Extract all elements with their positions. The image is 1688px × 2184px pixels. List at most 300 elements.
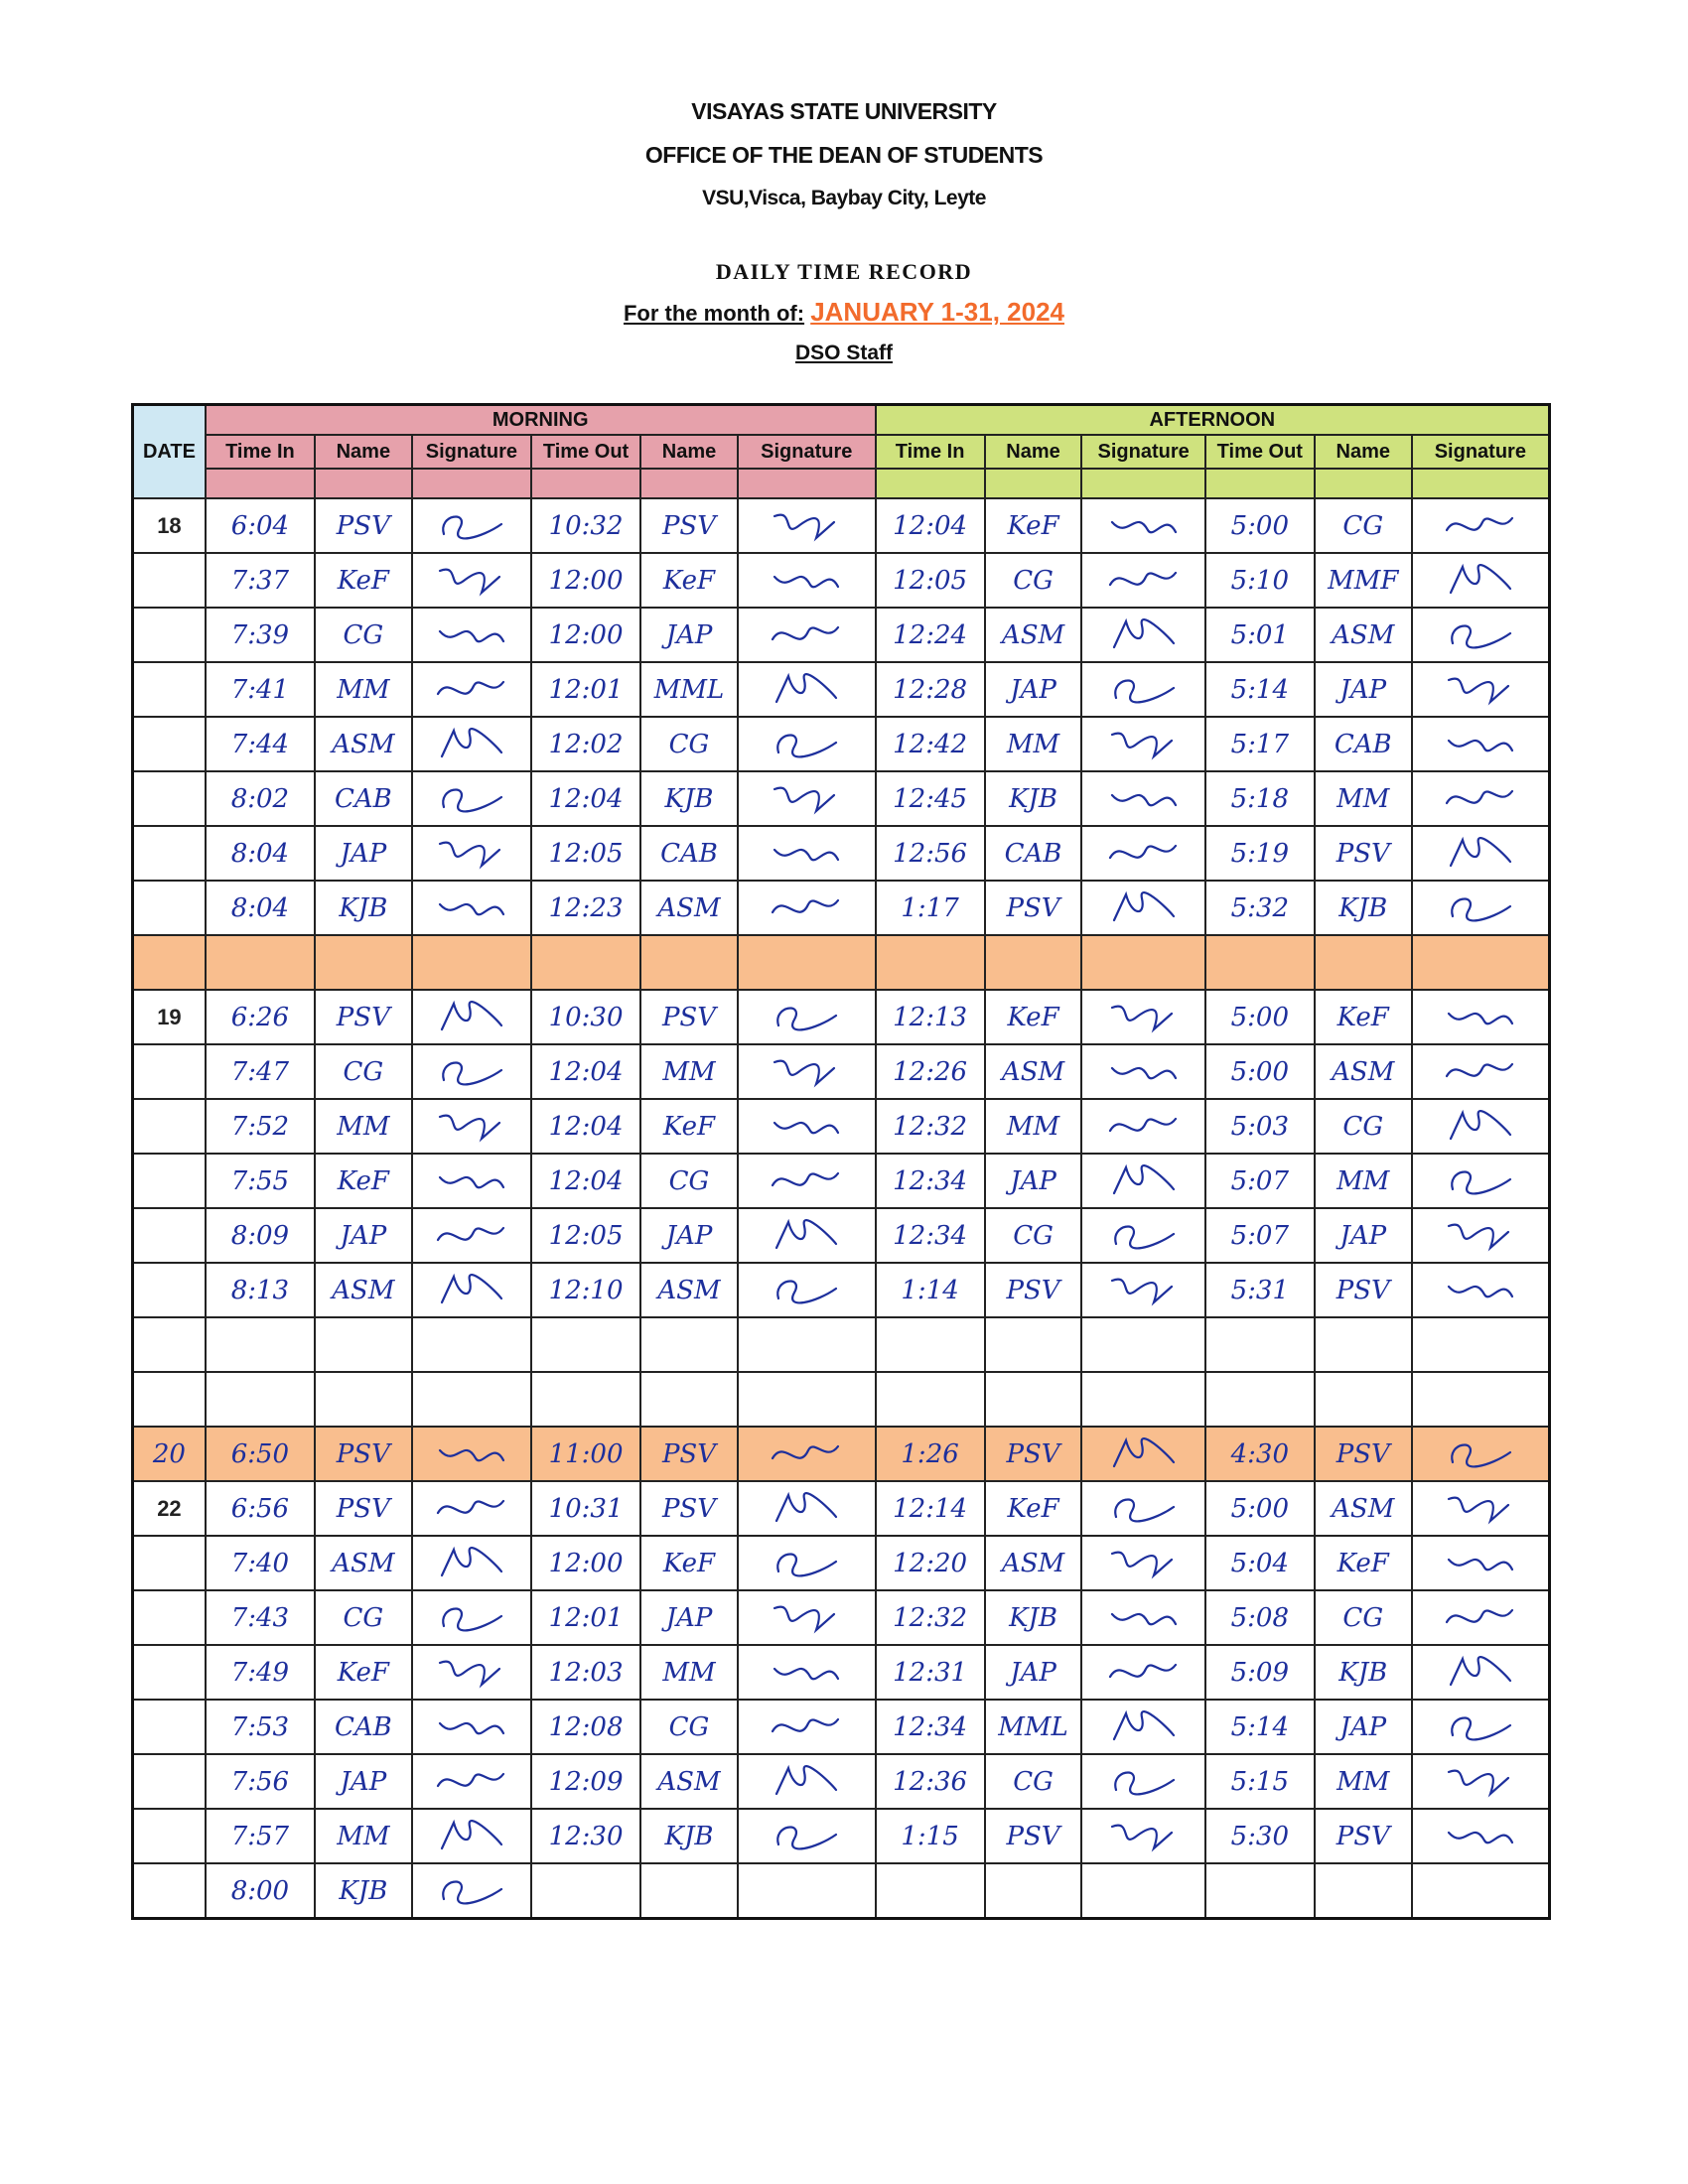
name-cell: KeF bbox=[315, 1645, 412, 1700]
signature-cell bbox=[412, 1208, 531, 1263]
signature-cell bbox=[738, 553, 876, 608]
date-cell bbox=[133, 1099, 206, 1154]
time-cell: 7:49 bbox=[206, 1645, 315, 1700]
time-cell: 5:01 bbox=[1205, 608, 1315, 662]
signature-cell bbox=[1081, 1372, 1204, 1427]
name-cell: PSV bbox=[1315, 1427, 1412, 1481]
name-cell: PSV bbox=[985, 1427, 1082, 1481]
table-row bbox=[133, 1372, 1550, 1427]
time-cell: 5:32 bbox=[1205, 881, 1315, 935]
column-header-blank bbox=[531, 469, 640, 498]
signature-cell bbox=[412, 1154, 531, 1208]
signature-cell bbox=[412, 881, 531, 935]
name-cell: ASM bbox=[985, 1536, 1082, 1590]
name-cell: ASM bbox=[640, 1263, 738, 1317]
name-cell bbox=[985, 1317, 1082, 1372]
table-row bbox=[133, 1263, 1550, 1317]
month-label: For the month of: bbox=[623, 301, 805, 326]
time-cell bbox=[1205, 1863, 1315, 1919]
time-cell: 12:00 bbox=[531, 553, 640, 608]
name-cell bbox=[1315, 1863, 1412, 1919]
date-cell bbox=[133, 1372, 206, 1427]
signature-cell bbox=[412, 608, 531, 662]
column-header: Name bbox=[640, 435, 738, 469]
office-name: OFFICE OF THE DEAN OF STUDENTS bbox=[644, 142, 1044, 168]
time-cell: 12:10 bbox=[531, 1263, 640, 1317]
signature-cell bbox=[1081, 1044, 1204, 1099]
name-cell: KeF bbox=[315, 1154, 412, 1208]
time-cell: 12:00 bbox=[531, 608, 640, 662]
separator-cell bbox=[133, 935, 206, 990]
name-cell: KJB bbox=[315, 881, 412, 935]
time-cell: 12:04 bbox=[876, 498, 985, 553]
table-row bbox=[133, 662, 1550, 717]
university-name: VISAYAS STATE UNIVERSITY bbox=[691, 98, 997, 124]
name-cell: KeF bbox=[985, 990, 1082, 1044]
table-row bbox=[133, 1481, 1550, 1536]
date-cell bbox=[133, 553, 206, 608]
name-cell: MML bbox=[985, 1700, 1082, 1754]
separator-cell bbox=[1412, 935, 1550, 990]
signature-cell bbox=[738, 1809, 876, 1863]
name-cell bbox=[640, 1317, 738, 1372]
date-cell bbox=[133, 771, 206, 826]
time-cell: 12:34 bbox=[876, 1208, 985, 1263]
time-cell: 5:18 bbox=[1205, 771, 1315, 826]
time-cell: 5:19 bbox=[1205, 826, 1315, 881]
separator-cell bbox=[206, 935, 315, 990]
time-cell: 5:30 bbox=[1205, 1809, 1315, 1863]
time-cell: 10:31 bbox=[531, 1481, 640, 1536]
date-cell: 20 bbox=[133, 1427, 206, 1481]
table-row bbox=[133, 1154, 1550, 1208]
signature-cell bbox=[412, 1863, 531, 1919]
time-cell: 5:03 bbox=[1205, 1099, 1315, 1154]
date-cell bbox=[133, 1645, 206, 1700]
column-header: Signature bbox=[1412, 435, 1550, 469]
signature-cell bbox=[1081, 1700, 1204, 1754]
time-cell: 5:10 bbox=[1205, 553, 1315, 608]
signature-cell bbox=[738, 771, 876, 826]
signature-cell bbox=[738, 1590, 876, 1645]
name-cell: JAP bbox=[315, 1208, 412, 1263]
signature-cell bbox=[1412, 1809, 1550, 1863]
signature-cell bbox=[1412, 1700, 1550, 1754]
name-cell: MM bbox=[985, 717, 1082, 771]
document-header bbox=[0, 89, 1688, 373]
time-cell: 7:41 bbox=[206, 662, 315, 717]
time-record-table bbox=[131, 403, 1551, 1920]
signature-cell bbox=[1081, 1208, 1204, 1263]
name-cell: CG bbox=[640, 717, 738, 771]
name-cell: CG bbox=[985, 1208, 1082, 1263]
date-cell bbox=[133, 1700, 206, 1754]
name-cell: KeF bbox=[985, 1481, 1082, 1536]
signature-cell bbox=[1412, 826, 1550, 881]
signature-cell bbox=[1081, 662, 1204, 717]
table-row bbox=[133, 1700, 1550, 1754]
name-cell: ASM bbox=[640, 1754, 738, 1809]
column-header-blank bbox=[1412, 469, 1550, 498]
column-header-blank bbox=[985, 469, 1082, 498]
date-cell: 22 bbox=[133, 1481, 206, 1536]
name-cell: PSV bbox=[985, 881, 1082, 935]
time-cell: 12:08 bbox=[531, 1700, 640, 1754]
time-cell: 6:04 bbox=[206, 498, 315, 553]
column-header: Time Out bbox=[531, 435, 640, 469]
time-cell: 12:04 bbox=[531, 1099, 640, 1154]
table-row bbox=[133, 1536, 1550, 1590]
date-cell bbox=[133, 1263, 206, 1317]
signature-cell bbox=[412, 1645, 531, 1700]
name-cell: PSV bbox=[640, 498, 738, 553]
signature-cell bbox=[1081, 771, 1204, 826]
time-cell: 12:23 bbox=[531, 881, 640, 935]
time-cell: 1:14 bbox=[876, 1263, 985, 1317]
time-cell: 12:45 bbox=[876, 771, 985, 826]
time-cell: 12:28 bbox=[876, 662, 985, 717]
time-cell: 8:04 bbox=[206, 881, 315, 935]
time-cell: 12:05 bbox=[876, 553, 985, 608]
signature-cell bbox=[738, 498, 876, 553]
date-cell: 19 bbox=[133, 990, 206, 1044]
signature-cell bbox=[1412, 1263, 1550, 1317]
time-cell bbox=[876, 1372, 985, 1427]
time-cell: 1:26 bbox=[876, 1427, 985, 1481]
column-header-row bbox=[133, 435, 1550, 469]
date-cell bbox=[133, 1536, 206, 1590]
signature-cell bbox=[1081, 1481, 1204, 1536]
time-cell: 12:32 bbox=[876, 1590, 985, 1645]
name-cell: PSV bbox=[1315, 1263, 1412, 1317]
signature-cell bbox=[738, 826, 876, 881]
date-cell bbox=[133, 1754, 206, 1809]
time-cell: 7:39 bbox=[206, 608, 315, 662]
signature-cell bbox=[1412, 498, 1550, 553]
name-cell: ASM bbox=[315, 1536, 412, 1590]
signature-cell bbox=[738, 1536, 876, 1590]
time-cell: 7:40 bbox=[206, 1536, 315, 1590]
signature-cell bbox=[738, 1317, 876, 1372]
name-cell: JAP bbox=[1315, 1700, 1412, 1754]
signature-cell bbox=[1081, 1154, 1204, 1208]
column-header-blank bbox=[315, 469, 412, 498]
name-cell: JAP bbox=[315, 826, 412, 881]
time-cell: 11:00 bbox=[531, 1427, 640, 1481]
time-cell: 12:42 bbox=[876, 717, 985, 771]
name-cell: ASM bbox=[315, 717, 412, 771]
time-cell: 5:08 bbox=[1205, 1590, 1315, 1645]
signature-cell bbox=[738, 1372, 876, 1427]
column-header-blank bbox=[1205, 469, 1315, 498]
time-cell: 12:32 bbox=[876, 1099, 985, 1154]
time-cell bbox=[206, 1372, 315, 1427]
time-cell: 1:15 bbox=[876, 1809, 985, 1863]
signature-cell bbox=[412, 1317, 531, 1372]
signature-cell bbox=[1081, 1536, 1204, 1590]
signature-cell bbox=[412, 990, 531, 1044]
name-cell: CAB bbox=[315, 1700, 412, 1754]
signature-cell bbox=[412, 662, 531, 717]
signature-cell bbox=[738, 1154, 876, 1208]
name-cell: MM bbox=[985, 1099, 1082, 1154]
signature-cell bbox=[1412, 553, 1550, 608]
column-header-blank bbox=[738, 469, 876, 498]
signature-cell bbox=[738, 1481, 876, 1536]
date-cell bbox=[133, 881, 206, 935]
time-cell bbox=[531, 1317, 640, 1372]
signature-cell bbox=[738, 1208, 876, 1263]
time-cell bbox=[1205, 1317, 1315, 1372]
time-cell: 6:26 bbox=[206, 990, 315, 1044]
name-cell: MM bbox=[640, 1645, 738, 1700]
time-cell: 12:31 bbox=[876, 1645, 985, 1700]
time-cell: 5:00 bbox=[1205, 990, 1315, 1044]
signature-cell bbox=[412, 771, 531, 826]
column-header-blank bbox=[412, 469, 531, 498]
separator-cell bbox=[1315, 935, 1412, 990]
time-cell: 7:43 bbox=[206, 1590, 315, 1645]
blank-header-row bbox=[133, 469, 1550, 498]
signature-cell bbox=[1081, 1590, 1204, 1645]
signature-cell bbox=[412, 1809, 531, 1863]
signature-cell bbox=[738, 1427, 876, 1481]
name-cell: MML bbox=[640, 662, 738, 717]
name-cell: MMF bbox=[1315, 553, 1412, 608]
signature-cell bbox=[1412, 771, 1550, 826]
signature-cell bbox=[412, 1590, 531, 1645]
signature-cell bbox=[1412, 1863, 1550, 1919]
signature-cell bbox=[412, 1099, 531, 1154]
date-cell bbox=[133, 1317, 206, 1372]
signature-cell bbox=[738, 662, 876, 717]
separator-row bbox=[133, 935, 1550, 990]
time-cell: 5:00 bbox=[1205, 498, 1315, 553]
signature-cell bbox=[412, 1536, 531, 1590]
signature-cell bbox=[1412, 662, 1550, 717]
time-cell: 12:13 bbox=[876, 990, 985, 1044]
time-cell: 5:07 bbox=[1205, 1154, 1315, 1208]
name-cell: JAP bbox=[640, 1590, 738, 1645]
column-header-blank bbox=[206, 469, 315, 498]
name-cell: CAB bbox=[1315, 717, 1412, 771]
name-cell: KJB bbox=[1315, 1645, 1412, 1700]
time-cell: 8:02 bbox=[206, 771, 315, 826]
name-cell: KJB bbox=[640, 771, 738, 826]
time-cell bbox=[1205, 1372, 1315, 1427]
time-cell: 5:07 bbox=[1205, 1208, 1315, 1263]
signature-cell bbox=[1412, 1536, 1550, 1590]
name-cell: KJB bbox=[640, 1809, 738, 1863]
separator-cell bbox=[876, 935, 985, 990]
time-cell: 7:55 bbox=[206, 1154, 315, 1208]
date-cell bbox=[133, 1208, 206, 1263]
table-row bbox=[133, 717, 1550, 771]
column-header: Time In bbox=[876, 435, 985, 469]
column-header-blank bbox=[876, 469, 985, 498]
time-cell: 7:53 bbox=[206, 1700, 315, 1754]
afternoon-header: AFTERNOON bbox=[876, 405, 1550, 436]
time-cell: 10:30 bbox=[531, 990, 640, 1044]
signature-cell bbox=[1081, 1099, 1204, 1154]
document-title: DAILY TIME RECORD bbox=[715, 259, 973, 284]
separator-cell bbox=[1205, 935, 1315, 990]
signature-cell bbox=[1412, 1754, 1550, 1809]
signature-cell bbox=[738, 1754, 876, 1809]
separator-cell bbox=[738, 935, 876, 990]
time-cell: 12:01 bbox=[531, 1590, 640, 1645]
column-header: Name bbox=[315, 435, 412, 469]
name-cell: CAB bbox=[985, 826, 1082, 881]
time-cell: 4:30 bbox=[1205, 1427, 1315, 1481]
table-row bbox=[133, 608, 1550, 662]
table-row bbox=[133, 881, 1550, 935]
table-body bbox=[133, 498, 1550, 1919]
name-cell: KeF bbox=[985, 498, 1082, 553]
signature-cell bbox=[738, 1044, 876, 1099]
time-cell: 8:09 bbox=[206, 1208, 315, 1263]
name-cell: MM bbox=[315, 1809, 412, 1863]
name-cell bbox=[640, 1863, 738, 1919]
table-row bbox=[133, 1863, 1550, 1919]
date-cell: 18 bbox=[133, 498, 206, 553]
name-cell: KJB bbox=[985, 1590, 1082, 1645]
signature-cell bbox=[412, 1481, 531, 1536]
name-cell: MM bbox=[315, 1099, 412, 1154]
table-row bbox=[133, 1645, 1550, 1700]
name-cell: MM bbox=[1315, 771, 1412, 826]
time-cell bbox=[876, 1317, 985, 1372]
date-cell bbox=[133, 717, 206, 771]
name-cell bbox=[985, 1863, 1082, 1919]
column-header-blank bbox=[1081, 469, 1204, 498]
signature-cell bbox=[1412, 990, 1550, 1044]
name-cell: CG bbox=[640, 1700, 738, 1754]
time-cell: 12:00 bbox=[531, 1536, 640, 1590]
column-header: Signature bbox=[412, 435, 531, 469]
signature-cell bbox=[738, 1099, 876, 1154]
name-cell: ASM bbox=[1315, 1044, 1412, 1099]
signature-cell bbox=[1412, 1645, 1550, 1700]
name-cell: CG bbox=[985, 553, 1082, 608]
name-cell: CG bbox=[315, 1590, 412, 1645]
signature-cell bbox=[1081, 990, 1204, 1044]
name-cell: CAB bbox=[315, 771, 412, 826]
name-cell: JAP bbox=[985, 662, 1082, 717]
name-cell: MM bbox=[640, 1044, 738, 1099]
column-header: Signature bbox=[738, 435, 876, 469]
name-cell: JAP bbox=[1315, 662, 1412, 717]
time-cell bbox=[876, 1863, 985, 1919]
signature-cell bbox=[1081, 1263, 1204, 1317]
month-value: JANUARY 1-31, 2024 bbox=[810, 297, 1064, 327]
signature-cell bbox=[412, 826, 531, 881]
name-cell: MM bbox=[1315, 1754, 1412, 1809]
name-cell: KeF bbox=[640, 553, 738, 608]
name-cell: CG bbox=[640, 1154, 738, 1208]
column-header: Time Out bbox=[1205, 435, 1315, 469]
signature-cell bbox=[1412, 1372, 1550, 1427]
morning-header: MORNING bbox=[206, 405, 876, 436]
name-cell: CG bbox=[1315, 1099, 1412, 1154]
name-cell: KeF bbox=[640, 1099, 738, 1154]
name-cell: PSV bbox=[315, 1481, 412, 1536]
time-cell: 8:00 bbox=[206, 1863, 315, 1919]
time-cell: 5:14 bbox=[1205, 1700, 1315, 1754]
signature-cell bbox=[738, 1863, 876, 1919]
signature-cell bbox=[738, 608, 876, 662]
date-cell bbox=[133, 1863, 206, 1919]
table-row bbox=[133, 1099, 1550, 1154]
signature-cell bbox=[738, 1645, 876, 1700]
signature-cell bbox=[412, 1044, 531, 1099]
table-row bbox=[133, 1809, 1550, 1863]
signature-cell bbox=[1412, 1099, 1550, 1154]
signature-cell bbox=[412, 1427, 531, 1481]
time-cell: 12:05 bbox=[531, 826, 640, 881]
table-row bbox=[133, 826, 1550, 881]
signature-cell bbox=[1412, 1154, 1550, 1208]
time-cell: 8:04 bbox=[206, 826, 315, 881]
name-cell: CG bbox=[985, 1754, 1082, 1809]
signature-cell bbox=[1081, 881, 1204, 935]
separator-cell bbox=[531, 935, 640, 990]
signature-cell bbox=[1412, 1481, 1550, 1536]
signature-cell bbox=[1081, 1754, 1204, 1809]
month-line bbox=[0, 292, 1688, 334]
time-cell bbox=[531, 1863, 640, 1919]
time-cell: 12:14 bbox=[876, 1481, 985, 1536]
name-cell: KeF bbox=[1315, 990, 1412, 1044]
name-cell: KeF bbox=[640, 1536, 738, 1590]
time-cell bbox=[531, 1372, 640, 1427]
column-header: Name bbox=[985, 435, 1082, 469]
time-cell: 12:24 bbox=[876, 608, 985, 662]
time-cell: 5:00 bbox=[1205, 1481, 1315, 1536]
signature-cell bbox=[1081, 1863, 1204, 1919]
name-cell: KeF bbox=[315, 553, 412, 608]
time-cell: 5:31 bbox=[1205, 1263, 1315, 1317]
name-cell: ASM bbox=[1315, 608, 1412, 662]
table-row bbox=[133, 771, 1550, 826]
name-cell: PSV bbox=[640, 1427, 738, 1481]
signature-cell bbox=[1412, 1317, 1550, 1372]
time-cell: 7:44 bbox=[206, 717, 315, 771]
signature-cell bbox=[738, 1263, 876, 1317]
name-cell: ASM bbox=[315, 1263, 412, 1317]
signature-cell bbox=[1081, 553, 1204, 608]
time-record-sheet bbox=[131, 403, 1551, 1920]
name-cell: CG bbox=[315, 1044, 412, 1099]
signature-cell bbox=[1412, 608, 1550, 662]
time-cell: 7:57 bbox=[206, 1809, 315, 1863]
name-cell: PSV bbox=[640, 1481, 738, 1536]
date-cell bbox=[133, 1590, 206, 1645]
name-cell: ASM bbox=[985, 1044, 1082, 1099]
signature-cell bbox=[738, 1700, 876, 1754]
name-cell: PSV bbox=[1315, 826, 1412, 881]
name-cell: CAB bbox=[640, 826, 738, 881]
date-header: DATE bbox=[133, 405, 206, 499]
signature-cell bbox=[1081, 1317, 1204, 1372]
signature-cell bbox=[1412, 1427, 1550, 1481]
signature-cell bbox=[1081, 826, 1204, 881]
name-cell: JAP bbox=[985, 1154, 1082, 1208]
signature-cell bbox=[412, 1372, 531, 1427]
signature-cell bbox=[412, 1700, 531, 1754]
name-cell bbox=[315, 1372, 412, 1427]
time-cell bbox=[206, 1317, 315, 1372]
